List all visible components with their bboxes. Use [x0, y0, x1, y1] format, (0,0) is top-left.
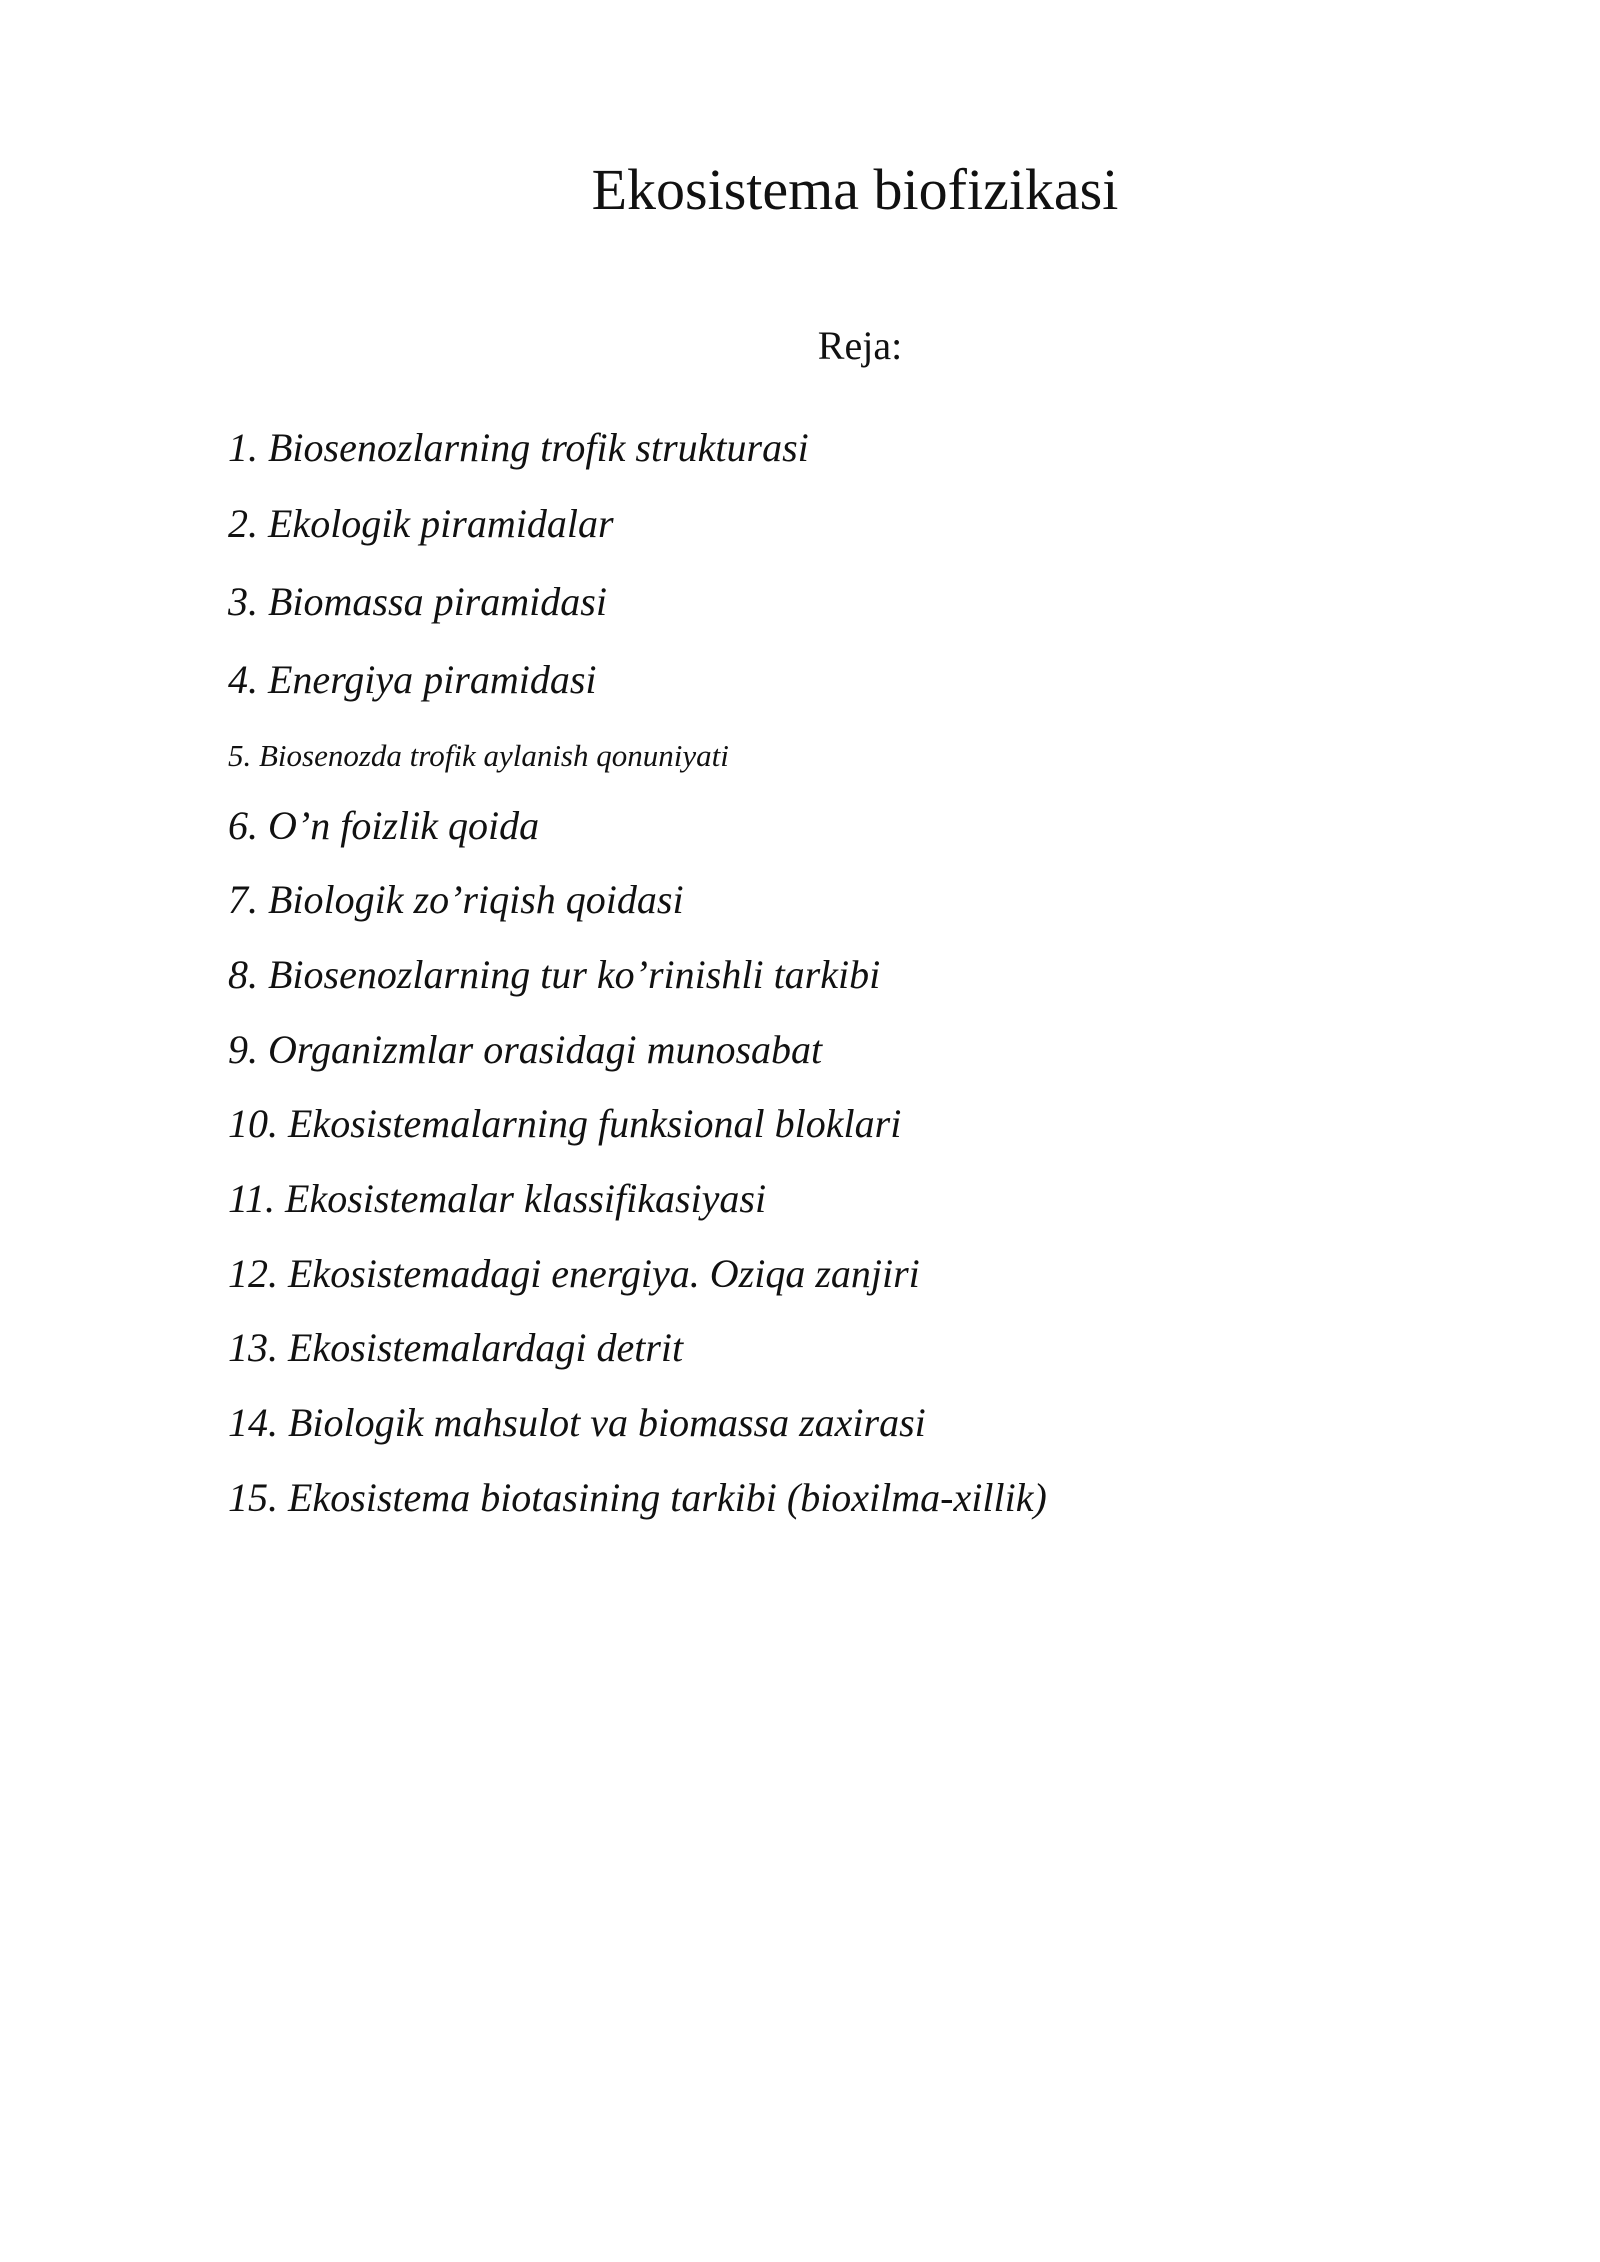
plan-item: 1. Biosenozlarning trofik strukturasi: [228, 425, 809, 470]
plan-item: 2. Ekologik piramidalar: [228, 501, 614, 546]
plan-item: 9. Organizmlar orasidagi munosabat: [228, 1027, 823, 1072]
plan-item: 8. Biosenozlarning tur ko’rinishli tarkibi: [228, 952, 881, 997]
plan-item: 12. Ekosistemadagi energiya. Oziqa zanjiri: [228, 1251, 920, 1296]
plan-item: 14. Biologik mahsulot va biomassa zaxirasi: [228, 1400, 926, 1445]
plan-item: 15. Ekosistema biotasining tarkibi (bioxilma-xillik): [228, 1475, 1047, 1520]
plan-heading: Reja:: [817, 323, 903, 368]
plan-item: 3. Biomassa piramidasi: [228, 579, 607, 624]
plan-item: 7. Biologik zo’riqish qoidasi: [228, 877, 684, 922]
plan-item: 10. Ekosistemalarning funksional bloklari: [228, 1101, 902, 1146]
plan-item: 11. Ekosistemalar klassifikasiyasi: [228, 1176, 767, 1221]
plan-item: 13. Ekosistemalardagi detrit: [228, 1325, 684, 1370]
plan-item: 6. O’n foizlik qoida: [228, 803, 540, 848]
page-title: Ekosistema biofizikasi: [591, 157, 1119, 222]
plan-item: 5. Biosenozda trofik aylanish qonuniyati: [228, 738, 729, 773]
plan-item: 4. Energiya piramidasi: [228, 657, 597, 702]
